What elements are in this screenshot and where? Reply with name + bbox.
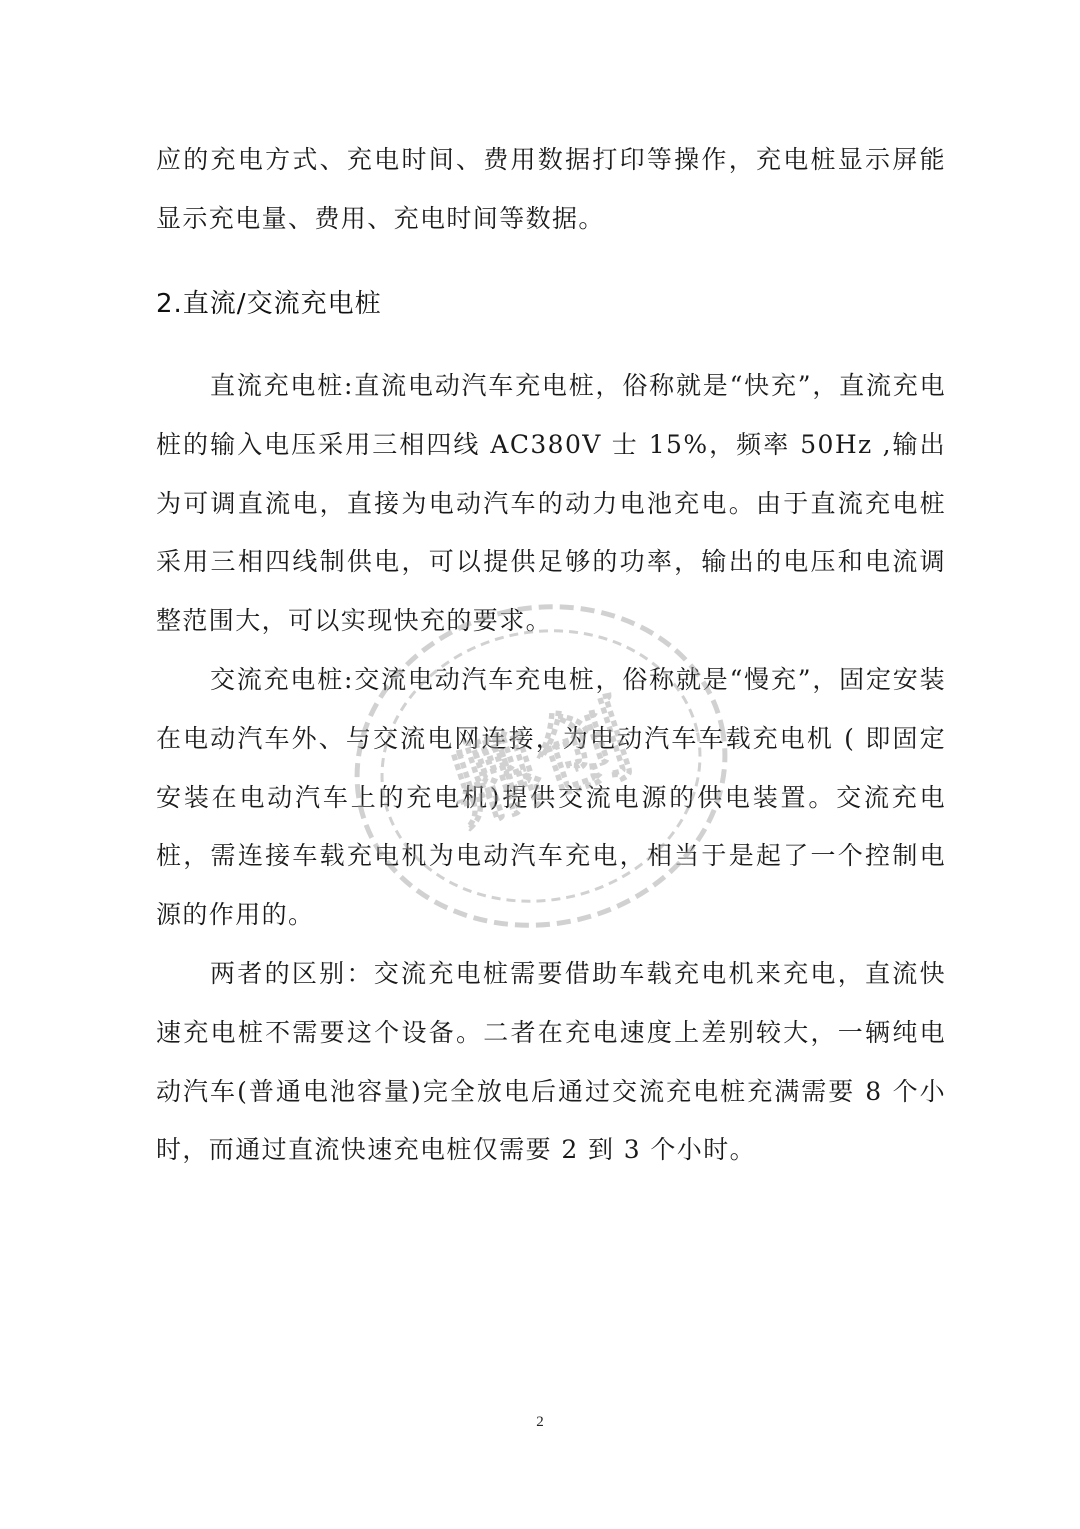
- page-number: 2: [536, 1414, 544, 1430]
- dc-charging-pile-paragraph: 直流充电桩:直流电动汽车充电桩，俗称就是“快充”，直流充电桩的输入电压采用三相四线 AC380V 士 15%，频率 50Hz ,输出为可调直流电，直接为电动汽车的动力电池充电。由于直流充电桩采用三相四线制供电，可以提供足够的功率，输出的电压和电流调整范围大，可以实现快充的要求。: [156, 371, 946, 636]
- intro-paragraph: 应的充电方式、充电时间、费用数据打印等操作，充电桩显示屏能显示充电量、费用、充电时间等数据。: [156, 145, 946, 233]
- ac-charging-pile-paragraph: 交流充电桩:交流电动汽车充电桩，俗称就是“慢充”，固定安装在电动汽车外、与交流电网连接，为电动汽车车载充电机 ( 即固定安装在电动汽车上的充电机)提供交流电源的供电装置。交流充电桩，需连接车载充电机为电动汽车充电，相当于是起了一个控制电源的作用的。: [156, 665, 946, 930]
- difference-paragraph: 两者的区别：交流充电桩需要借助车载充电机来充电，直流快速充电桩不需要这个设备。二者在充电速度上差别较大，一辆纯电动汽车(普通电池容量)完全放电后通过交流充电桩充满需要 8 个小时，而通过直流快速充电桩仅需要 2 到 3 个小时。: [156, 959, 946, 1165]
- section-heading: 2.直流/交流充电桩: [156, 289, 382, 319]
- watermark-text: 鼎创: [436, 685, 645, 844]
